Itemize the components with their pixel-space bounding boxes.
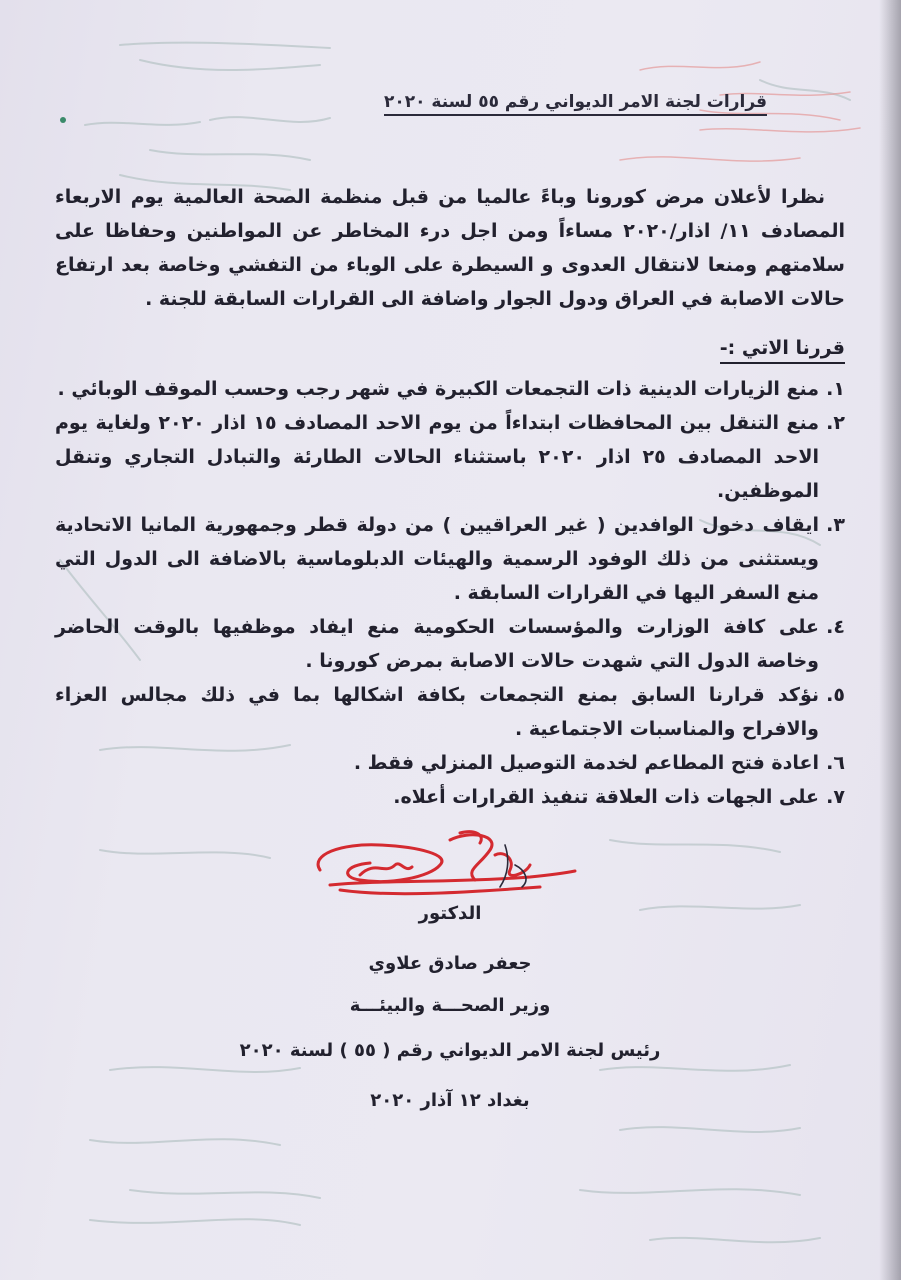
document-title-text: قرارات لجنة الامر الديواني رقم ٥٥ لسنة ٢٠٢٠ xyxy=(384,92,767,116)
signoff-place-date: بغداد ١٢ آذار ٢٠٢٠ xyxy=(370,1090,530,1111)
decision-text: منع الزيارات الدينية ذات التجمعات الكبيرة في شهر رجب وحسب الموقف الوبائي . xyxy=(57,378,819,400)
decision-number: ٥. xyxy=(826,684,845,706)
decision-item xyxy=(55,610,845,678)
decided-heading: قررنا الاتي :- xyxy=(720,334,845,364)
decision-text: على الجهات ذات العلاقة تنفيذ القرارات أعلاه. xyxy=(393,786,819,808)
decision-text: اعادة فتح المطاعم لخدمة التوصيل المنزلي فقط . xyxy=(353,752,819,774)
decision-text: ايقاف دخول الوافدين ( غير العراقيين ) من دولة قطر وجمهورية المانيا الاتحادية ويستثنى من ذلك الوفود الرسمية والهيئات الدبلوماسية بالاضافة الى الدول التي منع السفر اليها في القرارات السابقة . xyxy=(55,514,819,604)
document-title xyxy=(0,92,901,112)
signoff-committee: رئيس لجنة الامر الديواني رقم ( ٥٥ ) لسنة ٢٠٢٠ xyxy=(239,1040,661,1061)
decision-item xyxy=(55,678,845,746)
decision-number: ١. xyxy=(826,378,845,400)
document-body xyxy=(55,180,845,814)
decision-item xyxy=(55,508,845,610)
signoff-position: وزير الصحـــة والبيئـــة xyxy=(349,995,551,1016)
decision-number: ٤. xyxy=(826,616,845,638)
decision-number: ٢. xyxy=(826,412,845,434)
signature xyxy=(300,825,590,915)
signoff-honorific: الدكتور xyxy=(418,903,482,924)
decision-text: منع التنقل بين المحافظات ابتداءاً من يوم الاحد المصادف ١٥ اذار ٢٠٢٠ ولغاية يوم الاحد المصادف ٢٥ اذار ٢٠٢٠ باستثناء الحالات الطارئة والتبادل التجاري وتنقل الموظفين. xyxy=(55,412,819,502)
decision-item xyxy=(55,372,845,406)
decision-item xyxy=(55,746,845,780)
signoff-name: جعفر صادق علاوي xyxy=(368,953,532,974)
decision-number: ٧. xyxy=(826,786,845,808)
page-edge-shadow xyxy=(879,0,901,1280)
decision-item xyxy=(55,780,845,814)
decision-item xyxy=(55,406,845,508)
decision-text: على كافة الوزارت والمؤسسات الحكومية منع ايفاد موظفيها بالوقت الحاضر وخاصة الدول التي شهدت حالات الاصابة بمرض كورونا . xyxy=(55,616,819,672)
decisions-list xyxy=(55,372,845,814)
decision-number: ٣. xyxy=(826,514,845,536)
decision-text: نؤكد قرارنا السابق بمنع التجمعات بكافة اشكالها بما في ذلك مجالس العزاء والافراح والمناسبات الاجتماعية . xyxy=(55,684,819,740)
green-ink-dot xyxy=(60,117,66,123)
decision-number: ٦. xyxy=(826,752,845,774)
intro-paragraph: نظرا لأعلان مرض كورونا وباءً عالميا من قبل منظمة الصحة العالمية يوم الاربعاء المصادف ١١/ اذار/٢٠٢٠ مساءاً ومن اجل درء المخاطر عن المواطنين وحفاظا على سلامتهم ومنعا لانتقال العدوى و السيطرة على الوباء من التفشي وخاصة بعد ارتفاع حالات الاصابة في العراق ودول الجوار واضافة الى القرارات السابقة للجنة . xyxy=(55,186,845,310)
